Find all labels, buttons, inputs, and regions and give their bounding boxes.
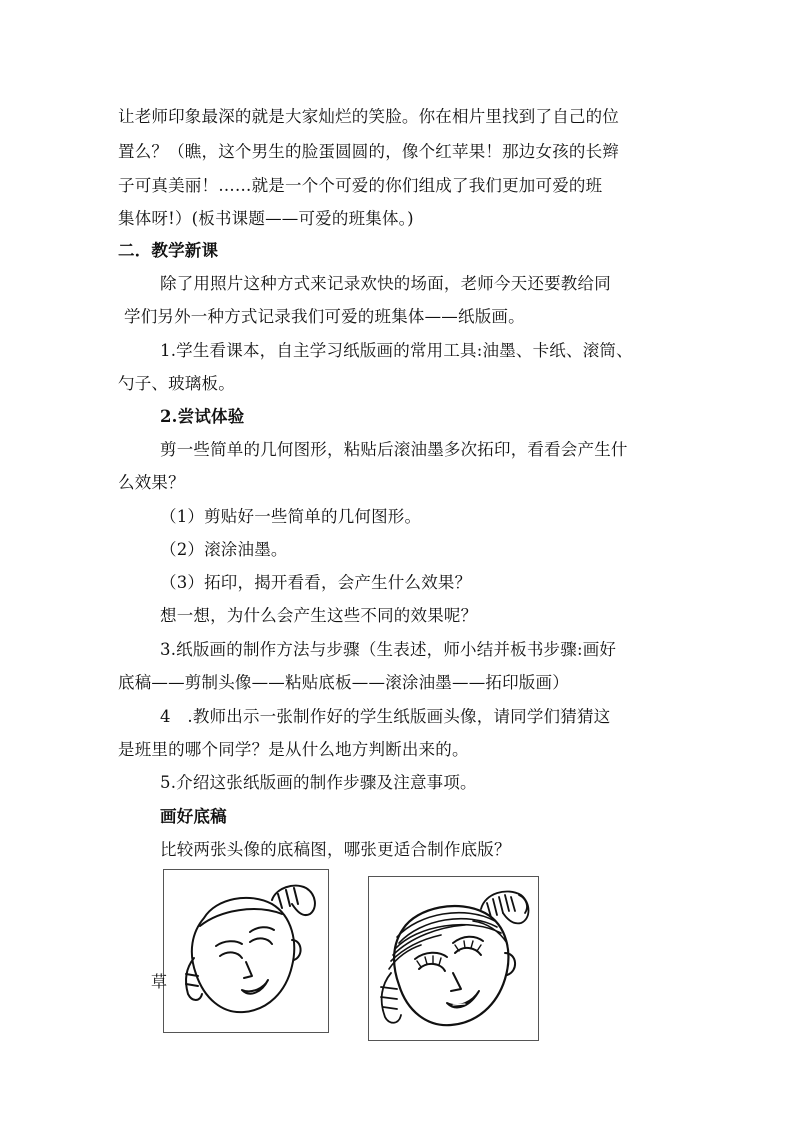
- paragraph-line: 学们另外一种方式记录我们可爱的班集体——纸版画。: [124, 307, 525, 326]
- paragraph-line: 除了用照片这种方式来记录欢快的场面，老师今天还要教给同: [160, 274, 611, 293]
- stray-character: 草: [151, 972, 168, 991]
- paragraph-line: 剪一些简单的几何图形，粘贴后滚油墨多次拓印，看看会产生什: [160, 440, 628, 459]
- section-heading: 二．教学新课: [118, 241, 219, 260]
- list-item-3: 3.纸版画的制作方法与步骤（生表述，师小结并板书步骤:画好: [160, 640, 617, 659]
- draft-heading: 画好底稿: [160, 807, 227, 826]
- list-item-4-cont: 是班里的哪个同学？是从什么地方判断出来的。: [118, 740, 469, 759]
- sub-step-2: （2）滚涂油墨。: [160, 540, 288, 559]
- list-item-4: 4 .教师出示一张制作好的学生纸版画头像，请同学们猜猜这: [160, 707, 611, 726]
- paragraph-line: 让老师印象最深的就是大家灿烂的笑脸。你在相片里找到了自己的位: [118, 107, 619, 126]
- sub-step-3: （3）拓印，揭开看看，会产生什么效果？: [160, 573, 472, 592]
- list-item-1: 1.学生看课本，自主学习纸版画的常用工具:油墨、卡纸、滚筒、: [160, 341, 633, 360]
- paragraph-line: 集体呀!）(板书课题——可爱的班集体。): [118, 209, 414, 228]
- paragraph-line: 子可真美丽！……就是一个个可爱的你们组成了我们更加可爱的班: [118, 176, 603, 195]
- list-item-1-cont: 勺子、玻璃板。: [118, 374, 235, 393]
- detailed-girl-face-drawing-icon: [369, 877, 538, 1040]
- simple-girl-face-drawing-icon: [164, 870, 328, 1032]
- figure-simple-face: [163, 869, 329, 1033]
- paragraph-line: 么效果？: [118, 473, 185, 492]
- paragraph-line: 置么？（瞧，这个男生的脸蛋圆圆的，像个红苹果！那边女孩的长辫: [118, 142, 619, 161]
- list-item-5: 5.介绍这张纸版画的制作步骤及注意事项。: [160, 773, 477, 792]
- think-question: 想一想，为什么会产生这些不同的效果呢？: [160, 606, 478, 625]
- figure-detailed-face: [368, 876, 539, 1041]
- compare-question: 比较两张头像的底稿图，哪张更适合制作底版？: [160, 840, 511, 859]
- sub-step-1: （1）剪贴好一些简单的几何图形。: [160, 507, 422, 526]
- list-item-2-heading: 2.尝试体验: [160, 407, 245, 426]
- list-item-3-cont: 底稿——剪制头像——粘贴底板——滚涂油墨——拓印版画）: [118, 673, 569, 692]
